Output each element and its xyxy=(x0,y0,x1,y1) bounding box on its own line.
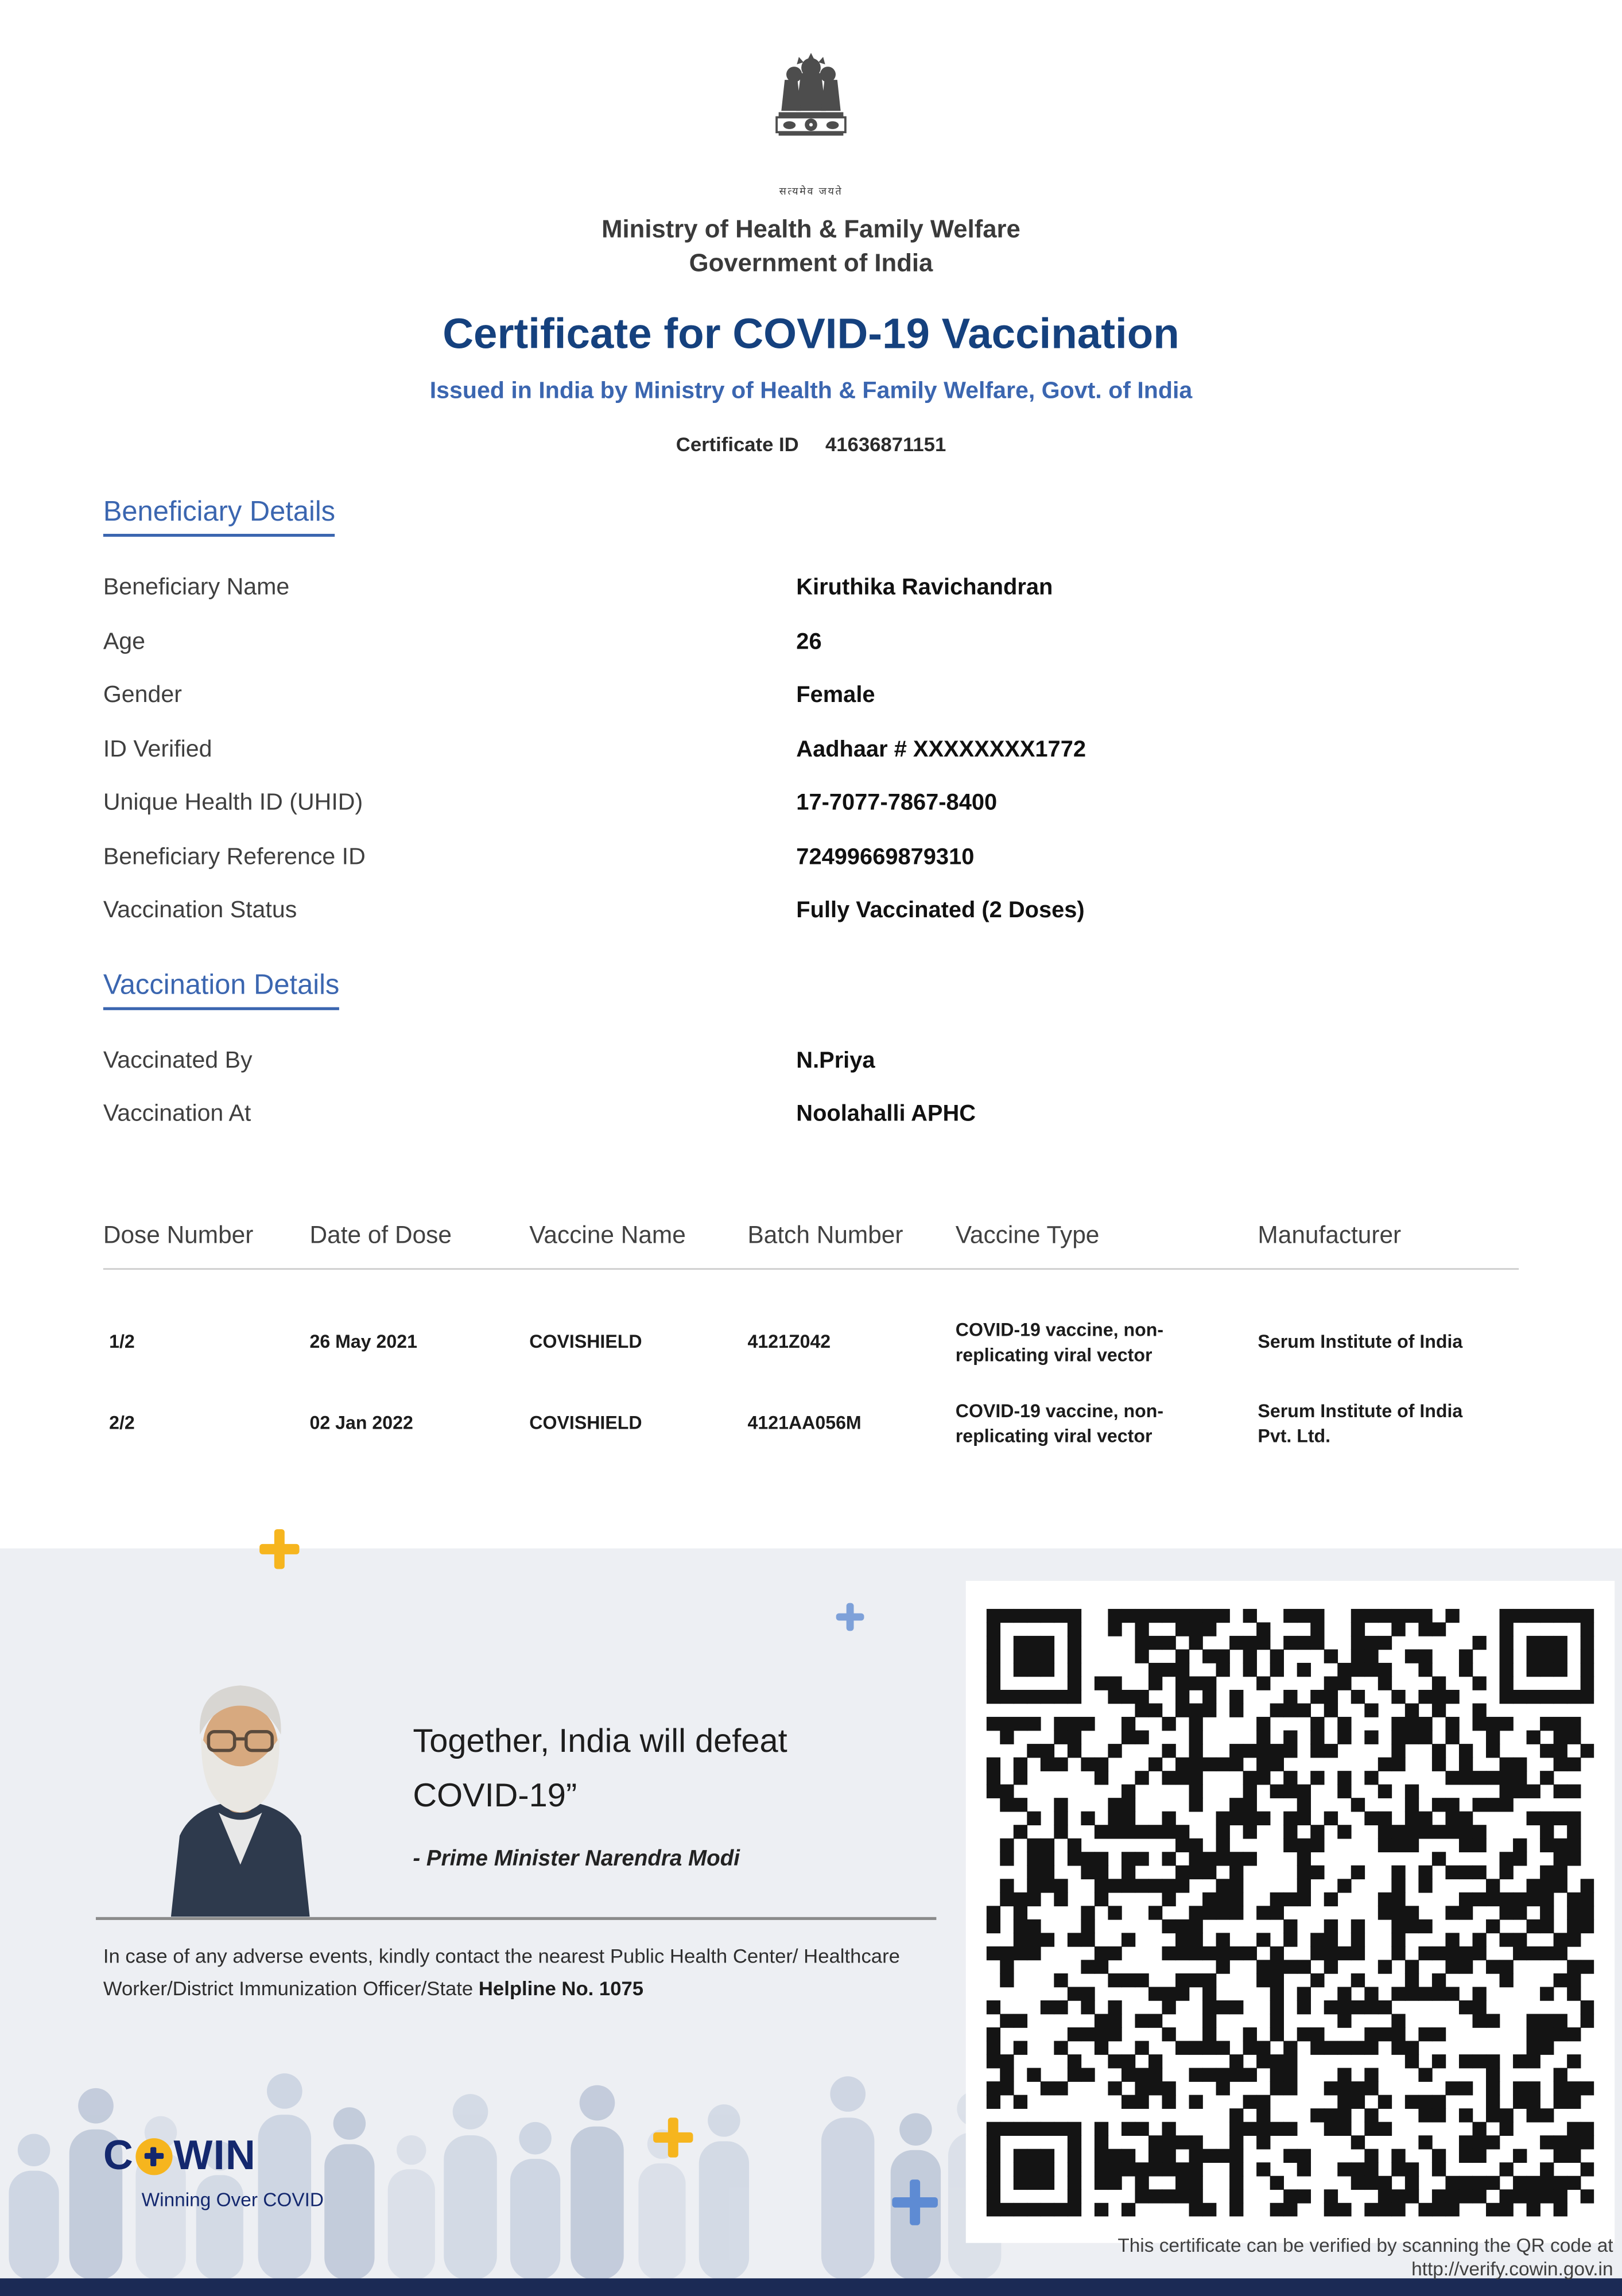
column-header: Dose Number xyxy=(103,1221,254,1248)
cell-manufacturer: Serum Institute of India xyxy=(1258,1331,1463,1352)
beneficiary-details-heading: Beneficiary Details xyxy=(103,497,335,537)
field-value: Kiruthika Ravichandran xyxy=(796,575,1053,601)
cell-vaccine-type: COVID-19 vaccine, non-replicating viral vector xyxy=(955,1319,1164,1365)
adverse-events-note xyxy=(103,1941,966,2006)
field-row-vaccination-at xyxy=(103,1088,1519,1142)
pm-quote xyxy=(413,1713,787,1871)
certificate-subtitle: Issued in India by Ministry of Health & Family Welfare, Govt. of India xyxy=(429,379,1193,404)
plus-decoration-icon xyxy=(836,1603,864,1631)
certificate-id-label: Certificate ID xyxy=(676,433,799,456)
cowin-logo-win: WIN xyxy=(173,2132,257,2178)
field-row-age xyxy=(103,616,1519,670)
qr-code-panel xyxy=(966,1581,1615,2243)
cowin-logo xyxy=(103,2132,324,2210)
emblem-motto: सत्यमेव जयते xyxy=(779,187,843,198)
field-value: Female xyxy=(796,683,875,708)
field-row-uhid xyxy=(103,777,1519,831)
field-label: Beneficiary Name xyxy=(103,575,290,601)
cell-dose-number: 1/2 xyxy=(109,1331,135,1352)
vaccination-details-heading: Vaccination Details xyxy=(103,969,340,1009)
field-value: N.Priya xyxy=(796,1048,875,1073)
cell-batch-number: 4121Z042 xyxy=(747,1331,831,1352)
column-header: Batch Number xyxy=(747,1221,903,1248)
pm-modi-photo xyxy=(96,1659,385,1917)
plus-decoration-icon xyxy=(653,2117,693,2157)
qr-code xyxy=(987,1608,1594,2216)
field-label: ID Verified xyxy=(103,736,212,762)
dose-table-header xyxy=(103,1221,1519,1250)
cell-date-of-dose: 02 Jan 2022 xyxy=(309,1413,413,1434)
cowin-logo-c: C xyxy=(103,2132,134,2178)
cell-dose-number: 2/2 xyxy=(109,1413,135,1434)
field-row-vaccinated-by xyxy=(103,1034,1519,1088)
india-emblem-icon xyxy=(764,50,858,177)
helpline-number: Helpline No. 1075 xyxy=(478,1977,644,2000)
quote-line-1: Together, India will defeat xyxy=(413,1722,787,1759)
plus-decoration-icon xyxy=(259,1529,299,1569)
verify-note xyxy=(1117,2234,1613,2281)
field-row-beneficiary-name xyxy=(103,562,1519,616)
column-header: Vaccine Type xyxy=(955,1221,1100,1248)
field-label: Unique Health ID (UHID) xyxy=(103,790,363,816)
plus-decoration-icon xyxy=(892,2179,938,2225)
quote-attribution: - Prime Minister Narendra Modi xyxy=(413,1846,740,1872)
field-value: Fully Vaccinated (2 Doses) xyxy=(796,898,1085,924)
verify-text: This certificate can be verified by scanning the QR code at xyxy=(1117,2234,1613,2256)
table-row-dose-1 xyxy=(103,1317,1519,1367)
cowin-logo-plus-circle-icon xyxy=(135,2138,172,2174)
dose-table xyxy=(0,1221,1622,1449)
certificate-id xyxy=(0,433,1622,456)
field-label: Vaccination Status xyxy=(103,898,297,924)
field-value: 72499669879310 xyxy=(796,844,975,870)
pm-quote-block xyxy=(96,1651,936,1920)
field-value: Aadhaar # XXXXXXXX1772 xyxy=(796,736,1086,762)
adverse-events-text: In case of any adverse events, kindly contact the nearest Public Health Center/ Healthcare Worker/District Immunization Officer/State xyxy=(103,1945,900,2000)
table-divider xyxy=(103,1267,1519,1269)
details-section xyxy=(0,497,1622,1142)
footer-banner xyxy=(0,1549,1622,2296)
field-label: Gender xyxy=(103,683,182,708)
certificate-id-value: 41636871151 xyxy=(825,433,946,456)
certificate-title: Certificate for COVID-19 Vaccination xyxy=(443,311,1179,359)
quote-line-2: COVID-19” xyxy=(413,1777,577,1814)
field-row-gender xyxy=(103,669,1519,723)
table-row-dose-2 xyxy=(103,1399,1519,1449)
cell-vaccine-name: COVISHIELD xyxy=(529,1413,642,1434)
cell-batch-number: 4121AA056M xyxy=(747,1413,862,1434)
field-row-id-verified xyxy=(103,723,1519,777)
field-label: Age xyxy=(103,629,145,655)
cell-vaccine-type: COVID-19 vaccine, non-replicating viral vector xyxy=(955,1400,1164,1446)
field-value: 26 xyxy=(796,629,822,655)
field-row-vaccination-status xyxy=(103,885,1519,938)
field-label: Vaccination At xyxy=(103,1102,251,1127)
verify-url: http://verify.cowin.gov.in xyxy=(1411,2258,1613,2280)
ministry-name: Ministry of Health & Family Welfare Government of India xyxy=(602,215,1020,277)
cell-date-of-dose: 26 May 2021 xyxy=(309,1331,418,1352)
field-label: Vaccinated By xyxy=(103,1048,253,1073)
cowin-tagline: Winning Over COVID xyxy=(141,2188,324,2211)
column-header: Vaccine Name xyxy=(529,1221,686,1248)
column-header: Date of Dose xyxy=(309,1221,452,1248)
cell-manufacturer: Serum Institute of India Pvt. Ltd. xyxy=(1258,1400,1463,1446)
field-row-reference-id xyxy=(103,831,1519,885)
field-value: 17-7077-7867-8400 xyxy=(796,790,998,816)
cell-vaccine-name: COVISHIELD xyxy=(529,1331,642,1352)
column-header: Manufacturer xyxy=(1258,1221,1402,1248)
field-value: Noolahalli APHC xyxy=(796,1102,976,1127)
certificate-header xyxy=(0,0,1622,456)
field-label: Beneficiary Reference ID xyxy=(103,844,366,870)
